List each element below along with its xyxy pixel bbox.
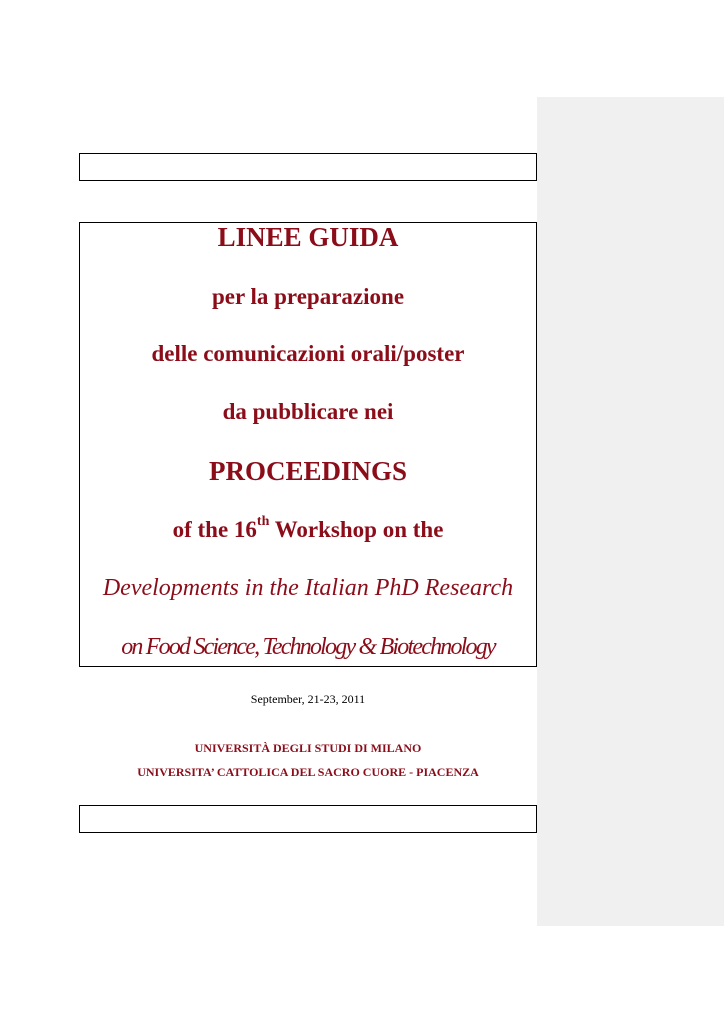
university-1: UNIVERSITÀ DEGLI STUDI DI MILANO [194,741,422,755]
workshop-line-start: of the 16 [172,517,257,542]
document-title: LINEE GUIDA [217,222,399,252]
empty-frame-bottom [79,805,537,833]
subtitle-line-4: da pubblicare nei [222,399,394,424]
subtitle-line-3: delle comunicazioni orali/poster [151,341,465,366]
workshop-line-end: Workshop on the [269,517,444,542]
title-frame-bottom-border [79,666,537,667]
workshop-name-line-1: Developments in the Italian PhD Research [102,575,514,601]
comment-margin-pane [537,97,724,926]
empty-frame-top [79,153,537,181]
workshop-line [79,514,537,543]
workshop-name-line-2: on Food Science, Technology & Biotechnology [121,634,495,660]
proceedings-heading: PROCEEDINGS [208,456,408,486]
event-date: September, 21-23, 2011 [250,692,366,706]
subtitle-line-2: per la preparazione [211,284,405,309]
ordinal-suffix: th [256,514,270,530]
university-2: UNIVERSITA’ CATTOLICA DEL SACRO CUORE - PIACENZA [137,765,479,779]
